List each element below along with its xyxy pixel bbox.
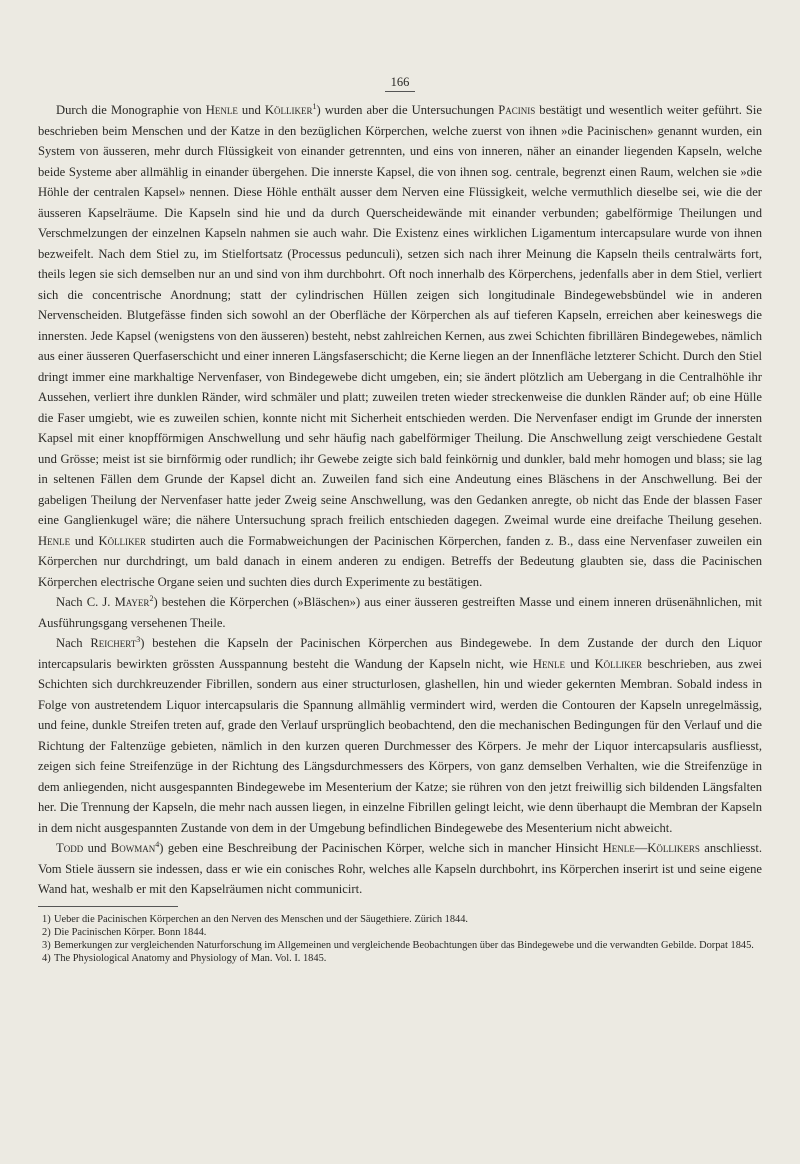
text-run: und <box>565 656 595 671</box>
footnotes <box>38 913 762 965</box>
page-number <box>0 74 800 92</box>
author-name: Pacinis <box>498 103 536 117</box>
text-run: ) wurden aber die Untersuchungen <box>316 103 499 117</box>
author-name: Henle <box>38 533 71 548</box>
text-run: und <box>237 103 265 117</box>
text-run: Durch die Monographie von <box>56 103 206 117</box>
footnote <box>38 939 762 952</box>
body-text <box>38 100 762 965</box>
author-name: Köllikers <box>647 841 700 855</box>
author-name: Todd <box>56 841 84 855</box>
author-name: Henle <box>205 103 238 117</box>
author-name: Kölliker <box>594 656 643 671</box>
footnote-ref: 3 <box>136 634 141 644</box>
text-run: — <box>634 841 648 855</box>
author-name: Kölliker <box>264 103 313 117</box>
footnote-ref: 4 <box>155 839 160 849</box>
text-run: beschrieben, aus zwei Schichten sich durchkreuzender Fibrillen, sondern aus einer structurlosen, glashellen, hin und wieder gekernten Membran. Sobald indess in Folge von austretendem Liquor intercapsularis die Spannung allmählig vermindert wird, werden die Contouren der Kapseln unregelmässig, und feine, dunkle Streifen treten auf, grade den Verlauf ursprünglich beobachtend, den die mechanischen Bedingungen für den Verlauf und die Richtung der Faltenzüge gebieten, nämlich in den kurzen queren Durchmesser des Körpers. Je mehr der Liquor intercapsularis ausfliesst, zeigen sich feine Streifenzüge in der Richtung des Längsdurchmessers des Körpers, von ganz demselben Verhalten, wie die Streifenzüge in dem anliegenden, nicht ausgespannten Bindegewebe im Mesenterium der Katze; sie rühren von den jetzt freiwillig sich bildenden Längsfalten her. Die Trennung der Kapseln, die mehr nach aussen liegen, in einzelne Fibrillen gelingt leicht, wie denn überhaupt die Membran der Kapseln in dem nicht ausgespannten Zustande von dem in der Umgebung befindlichen Bindegewebe des Mesenterium nicht abweicht. <box>38 656 763 835</box>
text-run: ) bestehen die Kapseln der Pacinischen Körperchen aus Bindegewebe. In dem Zustande der durch den Liquor intercapsularis bewirkten grössten Ausspannung besteht die Wandung der Kapseln nicht, wie <box>38 636 762 671</box>
footnote-text: Ueber die Pacinischen Körperchen an den Nerven des Menschen und der Säugethiere. Zürich 1844. <box>54 913 469 925</box>
text-run: und <box>83 841 111 855</box>
text-run: ) bestehen die Körperchen (»Bläschen») aus einer äusseren gestreiften Masse und einem inneren drüsenähnlichen, mit Ausführungsgang versehenen Theile. <box>38 595 762 630</box>
text-run: ) geben eine Beschreibung der Pacinischen Körper, welche sich in mancher Hinsicht <box>159 841 603 855</box>
footnote-marker: 2) <box>42 926 51 938</box>
author-name: Henle <box>602 841 635 855</box>
footnote-divider <box>38 906 178 907</box>
footnote <box>38 913 762 926</box>
footnote-ref: 1 <box>312 101 317 111</box>
text-run: anschliesst. Vom Stiele äussern sie indessen, dass er wie ein conisches Rohr, welches alle Kapseln durchbohrt, ins Körperchen inserirt ist und seine eigene Wand hat, weshalb er mit den Kapselräumen nicht communicirt. <box>38 841 762 896</box>
author-name: Mayer <box>114 595 150 609</box>
footnote <box>38 952 762 965</box>
author-name: Henle <box>532 656 566 671</box>
footnote-marker: 4) <box>42 952 51 964</box>
page-number-text: 166 <box>385 74 416 92</box>
footnote-text: Bemerkungen zur vergleichenden Naturforschung im Allgemeinen und vergleichende Beobachtungen über das Bindegewebe und die verwandten Gebilde. Dorpat 1845. <box>54 939 754 951</box>
paragraphs <box>38 100 762 900</box>
text-run: studirten auch die Formabweichungen der Pacinischen Körperchen, fanden z. B., dass eine Nervenfaser zuweilen ein Körperchen nur durchdringt, um bald danach in einem anderen zu endigen. Betreffs der Bedeutung glaubten sie, dass die Pacinischen Körperchen electrische Organe seien und suchten dies durch Experimente zu bestätigen. <box>38 533 762 589</box>
footnote-marker: 3) <box>42 939 51 951</box>
author-name: Bowman <box>110 841 156 855</box>
footnote <box>38 926 762 939</box>
footnote-text: Die Pacinischen Körper. Bonn 1844. <box>54 926 207 938</box>
text-run: bestätigt und wesentlich weiter geführt. Sie beschrieben beim Menschen und der Katze in den bezüglichen Körperchen, welche zuerst von ihnen »die Pacinischen» genannt wurden, ein System von äusseren, mehr durch Flüssigkeit von einander getrennten, und eins von inneren, näher an einander liegenden Kapseln, welche beide Systeme aber allmählig in einander übergehen. Die innerste Kapsel, die von ihnen sog. centrale, begrenzt einen Raum, welchen sie »die Höhle der centralen Kapsel» nennen. Diese Höhle enthält ausser dem Nerven eine Flüssigkeit, welche vermuthlich dieselbe sei, wie die der äusseren Kapselräume. Die Kapseln sind hie und da durch Querscheidewände mit einander verbunden; gabelförmige Theilungen und Verschmelzungen der einzelnen Kapseln nahmen sie auch wahr. Die Existenz eines wirklichen Ligamentum intercapsulare wurde von ihnen bezweifelt. Nach dem Stiel zu, im Stielfortsatz (Processus pedunculi), setzen sich nach ihrer Meinung die Kapseln theils centralwärts fort, theils legen sie sich demselben nur an und sind von ihm durchbohrt. Oft noch innerhalb des Körperchens, jedenfalls aber in dem Stiel, verliert sich die concentrische Anordnung; statt der cylindrischen Hüllen zeigen sich longitudinale Bindegewebsbündel wie in anderen Nervenscheiden. Blutgefässe finden sich sowohl an der Oberfläche der Körperchen als auf tieferen Kapseln, erreichen aber keineswegs die innersten. Jede Kapsel (wenigstens von den äusseren) besteht, nebst zahlreichen Kernen, aus zwei Schichten fibrillären Bindegewebes, nämlich aus einer äusseren Querfaserschicht und einer inneren Längsfaserschicht; die Kerne liegen an der Innenfläche letzterer Schicht. Durch den Stiel dringt immer eine markhaltige Nervenfaser, von Bindegewebe dicht umgeben, ein; sie ändert plötzlich am Uebergang in die Centralhöhle ihr Aussehen, verliert ihre dunklen Ränder, wird schmäler und platt; zuweilen treten wieder streckenweise die dunklen Ränder auf; ob eine Hülle die Faser umgiebt, wie es zuweilen schien, konnte nicht mit Sicherheit entschieden werden. Die Nervenfaser endigt im Grunde der innersten Kapsel mit einer knopfförmigen Anschwellung und sehr häufig nach gabelförmiger Theilung. Die Anschwellung zeigt verschiedene Gestalt und Grösse; meist ist sie birnförmig oder rundlich; ihr Gewebe zeigte sich bald feinkörnig und dunkler, bald mehr homogen und blass; sie lag in seltenen Fällen dem Grunde der Kapsel dicht an. Zuweilen fand sich eine Andeutung eines Bläschens in der Anschwellung. Bei der gabeligen Theilung der Nervenfaser hatte jeder Zweig seine Anschwellung, was den Gedanken anregte, ob nicht das Ende der blassen Faser eine Ganglienkugel wäre; die nähere Untersuchung sprach freilich entschieden dagegen. Zweimal wurde eine dreifache Theilung gesehen. <box>38 103 763 527</box>
footnote-text: The Physiological Anatomy and Physiology of Man. Vol. I. 1845. <box>54 952 327 964</box>
text-run: und <box>70 533 99 548</box>
text-run: Nach <box>56 636 91 650</box>
paragraph <box>38 100 762 592</box>
author-name: Reichert <box>90 636 137 650</box>
footnote-ref: 2 <box>149 593 154 603</box>
footnote-marker: 1) <box>42 913 51 925</box>
author-name: Kölliker <box>98 533 147 548</box>
paragraph <box>38 633 762 838</box>
text-run: Nach C. J. <box>56 595 115 609</box>
paragraph <box>38 592 762 633</box>
paragraph <box>38 838 762 900</box>
